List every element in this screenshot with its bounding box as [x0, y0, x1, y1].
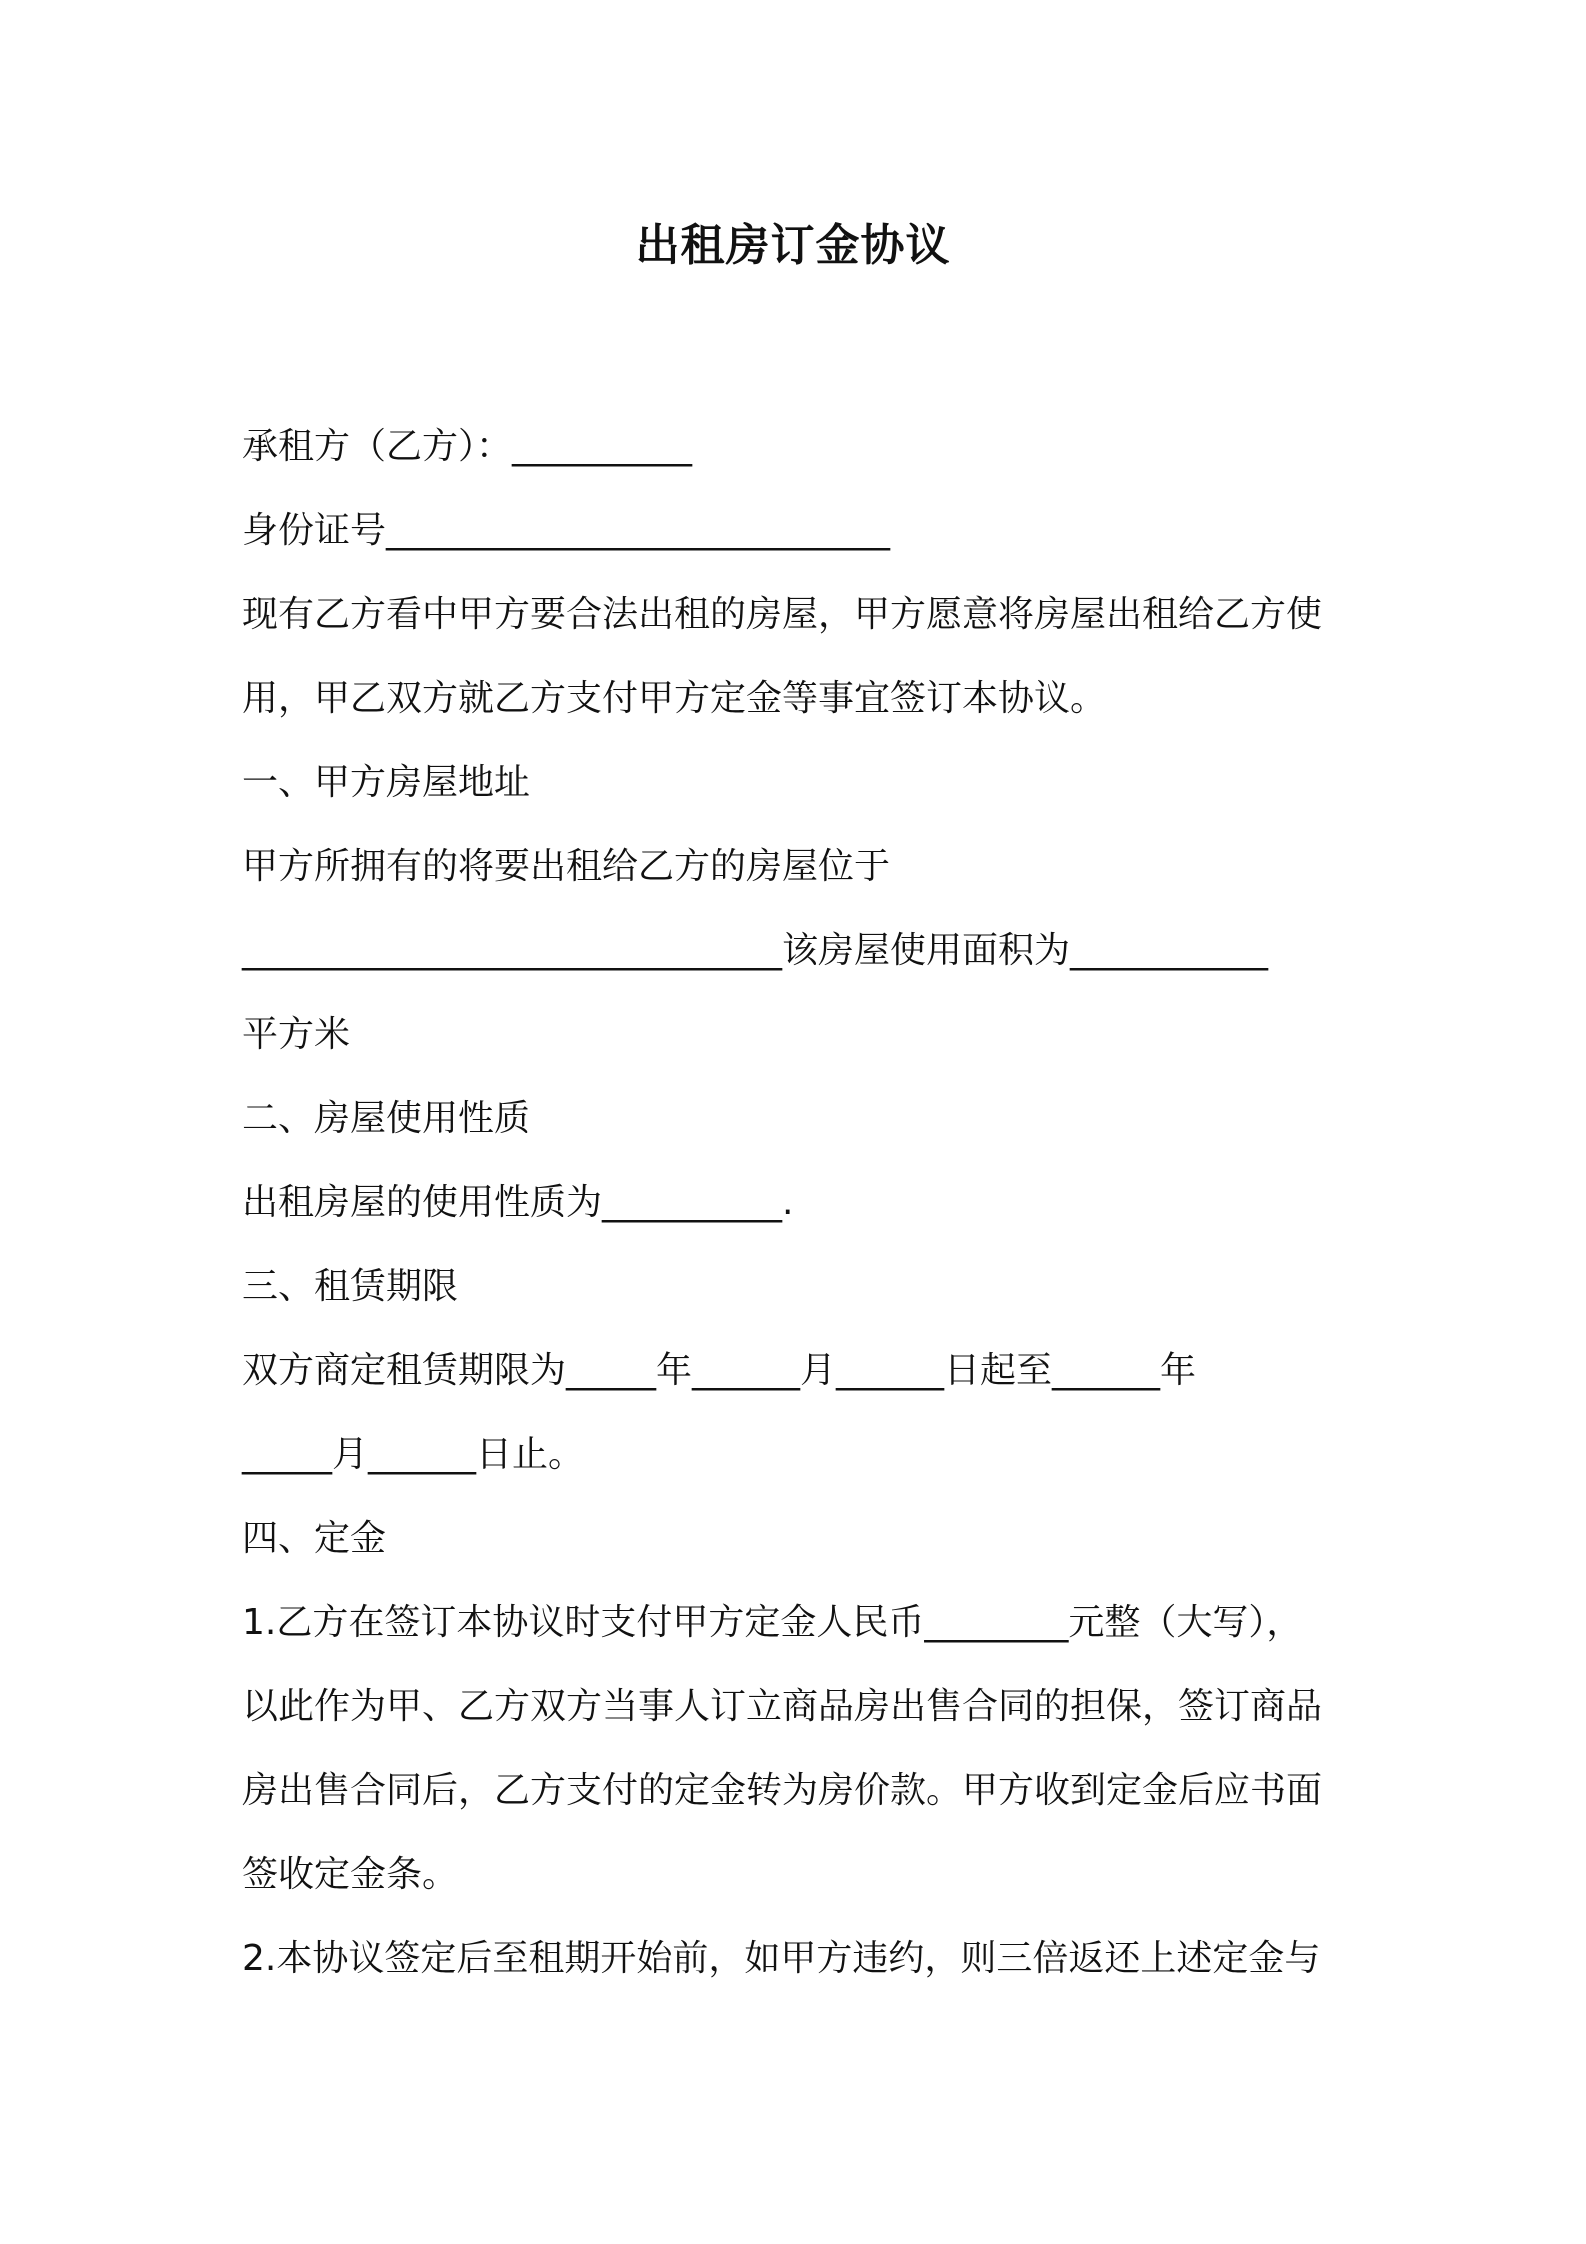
id-number-field-line: 身份证号____________________________ — [242, 510, 891, 551]
deposit-clause-2-line-1: 2.本协议签定后至租期开始前，如甲方违约，则三倍返还上述定金与 — [242, 1938, 1321, 1979]
term-line-1: 双方商定租赁期限为_____年______月______日起至______年 — [242, 1350, 1197, 1391]
section-heading-deposit: 四、定金 — [242, 1518, 387, 1559]
deposit-clause-1-line-2: 以此作为甲、乙方双方当事人订立商品房出售合同的担保，签订商品 — [242, 1686, 1323, 1727]
deposit-clause-1-line-4: 签收定金条。 — [242, 1854, 459, 1895]
section-heading-address: 一、甲方房屋地址 — [242, 762, 531, 803]
address-line-3: 平方米 — [242, 1014, 351, 1055]
section-heading-term: 三、租赁期限 — [242, 1266, 459, 1307]
preamble-line-2: 用，甲乙双方就乙方支付甲方定金等事宜签订本协议。 — [242, 678, 1107, 719]
document-title: 出租房订金协议 — [635, 220, 951, 271]
term-line-2: _____月______日止。 — [242, 1434, 585, 1475]
preamble-line-1: 现有乙方看中甲方要合法出租的房屋，甲方愿意将房屋出租给乙方使 — [242, 594, 1323, 635]
document-body — [242, 405, 1362, 2001]
deposit-clause-1-line-1: 1.乙方在签订本协议时支付甲方定金人民币________元整（大写）， — [242, 1602, 1303, 1643]
address-line-1: 甲方所拥有的将要出租给乙方的房屋位于 — [242, 846, 891, 887]
deposit-clause-1-line-3: 房出售合同后，乙方支付的定金转为房价款。甲方收到定金后应书面 — [242, 1770, 1323, 1811]
usage-line: 出租房屋的使用性质为__________. — [242, 1182, 794, 1223]
tenant-field-line: 承租方（乙方）：__________ — [242, 426, 693, 467]
section-heading-usage: 二、房屋使用性质 — [242, 1098, 531, 1139]
address-line-2: ______________________________该房屋使用面积为___________ — [242, 930, 1269, 971]
